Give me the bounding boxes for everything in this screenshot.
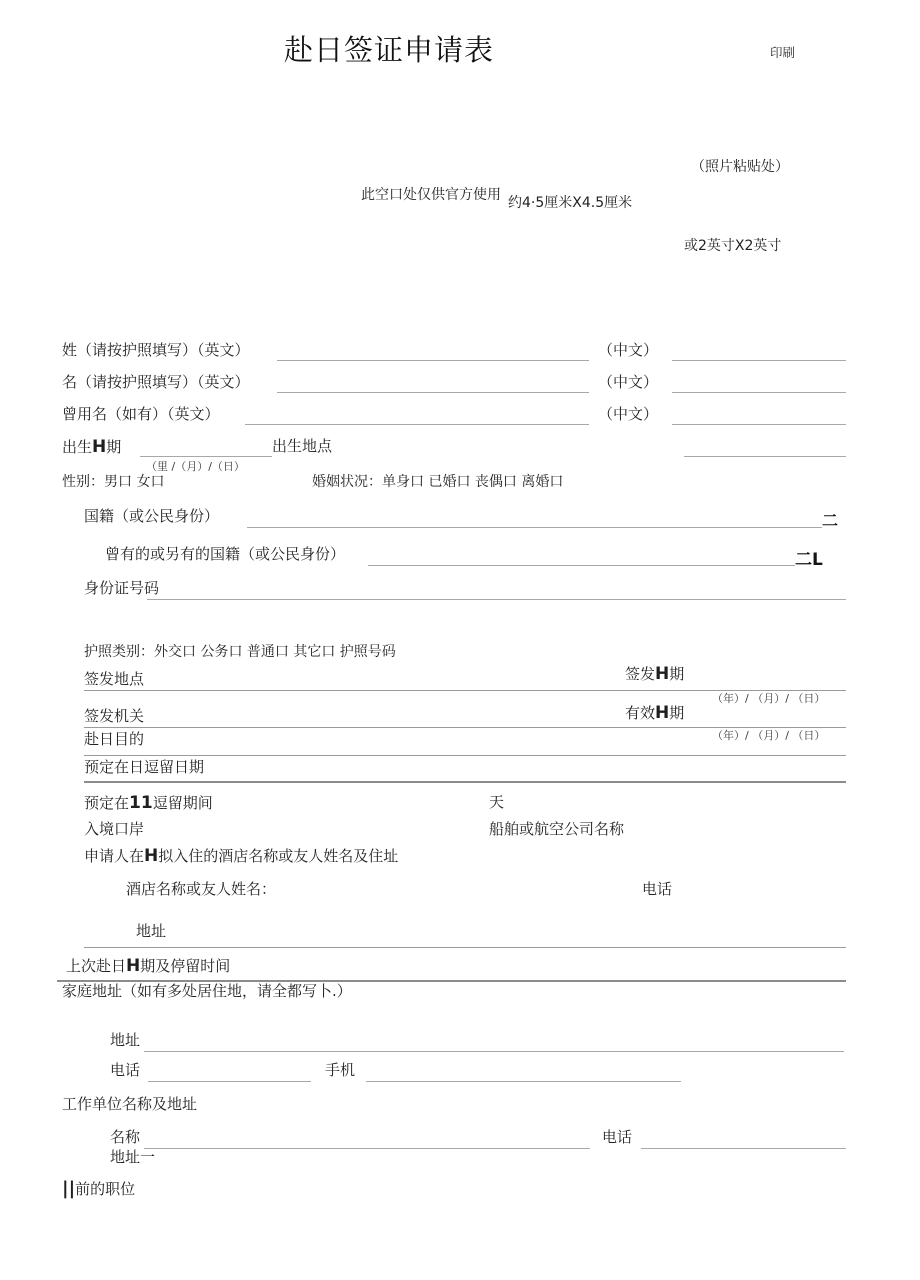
surname-label: 姓（请按护照填写）（英文） bbox=[62, 341, 250, 359]
birth-date-label-text: 出生 bbox=[62, 438, 93, 456]
last-visit-label bbox=[66, 958, 230, 975]
passport-issue-place-rule[interactable] bbox=[84, 690, 846, 691]
last-visit-ocr-artifact: H bbox=[126, 956, 141, 976]
passport-authority-label: 签发机关 bbox=[84, 707, 145, 725]
birth-place-input[interactable] bbox=[684, 456, 846, 457]
other-nationality-label: 曾有的或另有的国籍（或公民身份） bbox=[105, 545, 346, 563]
home-phone-input[interactable] bbox=[148, 1081, 311, 1082]
days-label: 天 bbox=[489, 793, 505, 811]
nationality-label: 国籍（或公民身份） bbox=[84, 507, 220, 525]
home-mobile-input[interactable] bbox=[366, 1081, 681, 1082]
accommodation-heading bbox=[84, 848, 398, 865]
other-nationality-input[interactable] bbox=[368, 565, 795, 566]
current-position-text: 前的职位 bbox=[75, 1180, 136, 1198]
page-title: 赴日签证申请表 bbox=[284, 33, 495, 67]
former-name-chinese-input[interactable] bbox=[672, 424, 846, 425]
planned-duration-prefix: 预定在 bbox=[84, 794, 130, 812]
work-name-label: 名称 bbox=[110, 1128, 141, 1146]
carrier-name-label: 船舶或航空公司名称 bbox=[489, 820, 625, 838]
given-name-chinese-label: （中文） bbox=[598, 373, 659, 391]
planned-duration-suffix: 逗留期间 bbox=[152, 794, 213, 812]
work-heading: 工作单位名称及地址 bbox=[62, 1095, 198, 1113]
photo-paste-label: （照片粘贴处） bbox=[691, 159, 789, 175]
former-name-label: 曾用名（如有）（英文） bbox=[62, 405, 220, 423]
other-nationality-scan-artifact: 二L bbox=[795, 550, 823, 570]
travel-purpose-rule[interactable] bbox=[84, 755, 846, 756]
accommodation-heading-suffix: 拟入住的酒店名称或友人姓名及住址 bbox=[158, 847, 399, 865]
surname-english-input[interactable] bbox=[277, 360, 589, 361]
surname-chinese-input[interactable] bbox=[672, 360, 846, 361]
expiry-label-text: 有效 bbox=[625, 704, 656, 722]
expiry-date-format-hint: （年）/ （月）/ （日） bbox=[712, 729, 826, 742]
home-mobile-label: 手机 bbox=[325, 1061, 356, 1079]
current-position-ocr-artifact: || bbox=[62, 1178, 76, 1199]
passport-expiry-label bbox=[625, 705, 684, 722]
last-visit-suffix: 期及停留时间 bbox=[140, 957, 231, 975]
birth-date-label bbox=[62, 439, 121, 456]
official-use-label: 此空口处仅供官方使用 bbox=[361, 187, 501, 203]
passport-issue-place-label: 签发地点 bbox=[84, 670, 145, 688]
former-name-english-input[interactable] bbox=[245, 424, 589, 425]
hotel-or-friend-label: 酒店名称或友人姓名： bbox=[126, 880, 277, 898]
work-address-label: 地址一 bbox=[110, 1148, 156, 1166]
passport-type-field[interactable]: 护照类别：外交口 公务口 普通口 其它口 护照号码 bbox=[84, 644, 396, 660]
accommodation-heading-prefix: 申请人在 bbox=[84, 847, 145, 865]
planned-duration-ocr-artifact: 11 bbox=[129, 793, 153, 813]
issue-date-label-suffix: 期 bbox=[669, 665, 685, 683]
travel-purpose-label: 赴日目的 bbox=[84, 730, 145, 748]
home-address-input[interactable] bbox=[144, 1051, 844, 1052]
issue-date-format-hint: （年）/ （月）/ （日） bbox=[712, 692, 826, 705]
home-address-label: 地址 bbox=[110, 1031, 141, 1049]
gender-field[interactable]: 性别：男口 女口 bbox=[62, 474, 165, 490]
planned-duration-label bbox=[84, 795, 213, 812]
accommodation-address-label: 地址 bbox=[136, 922, 167, 940]
port-of-entry-label: 入境口岸 bbox=[84, 820, 145, 838]
work-phone-input[interactable] bbox=[641, 1148, 846, 1149]
birth-place-label: 出生地点 bbox=[272, 437, 333, 455]
accommodation-phone-label: 电话 bbox=[642, 880, 673, 898]
surname-chinese-label: （中文） bbox=[598, 341, 659, 359]
birth-date-label-suffix: 期 bbox=[106, 438, 122, 456]
id-number-label: 身份证号码 bbox=[84, 579, 160, 597]
id-number-input[interactable] bbox=[147, 599, 846, 600]
marital-status-field[interactable]: 婚姻状况：单身口 已婚口 丧偶口 离婚口 bbox=[312, 474, 564, 490]
former-name-chinese-label: （中文） bbox=[598, 405, 659, 423]
birth-date-ocr-artifact: H bbox=[92, 437, 107, 457]
work-name-input[interactable] bbox=[144, 1148, 590, 1149]
expiry-ocr-artifact: H bbox=[655, 703, 670, 723]
photo-size-cm-label: 约4·5厘米X4.5厘米 bbox=[508, 195, 633, 211]
passport-authority-rule[interactable] bbox=[84, 727, 846, 728]
given-name-chinese-input[interactable] bbox=[672, 392, 846, 393]
birth-date-format-hint: （里 /（月）/（日） bbox=[146, 460, 245, 473]
issue-date-ocr-artifact: H bbox=[655, 664, 670, 684]
accommodation-ocr-artifact: H bbox=[144, 846, 159, 866]
last-visit-prefix: 上次赴日 bbox=[66, 957, 127, 975]
nationality-input[interactable] bbox=[247, 527, 822, 528]
print-mark: 印刷 bbox=[770, 45, 796, 60]
passport-issue-date-label bbox=[625, 666, 684, 683]
current-position-label bbox=[62, 1180, 135, 1198]
given-name-english-input[interactable] bbox=[277, 392, 589, 393]
issue-date-label-text: 签发 bbox=[625, 665, 656, 683]
accommodation-address-rule[interactable] bbox=[84, 947, 846, 948]
home-address-heading: 家庭地址（如有多处居住地，请全都写卜.） bbox=[62, 982, 352, 1000]
given-name-label: 名（请按护照填写）（英文） bbox=[62, 373, 250, 391]
photo-size-inch-label: 或2英寸X2英寸 bbox=[684, 238, 782, 254]
work-phone-label: 电话 bbox=[602, 1128, 633, 1146]
planned-stay-date-rule[interactable] bbox=[84, 781, 846, 783]
nationality-scan-artifact: 二 bbox=[822, 511, 839, 530]
home-phone-label: 电话 bbox=[110, 1061, 141, 1079]
planned-stay-date-label: 预定在日逗留日期 bbox=[84, 758, 205, 776]
expiry-label-suffix: 期 bbox=[669, 704, 685, 722]
birth-date-input[interactable] bbox=[140, 456, 272, 457]
